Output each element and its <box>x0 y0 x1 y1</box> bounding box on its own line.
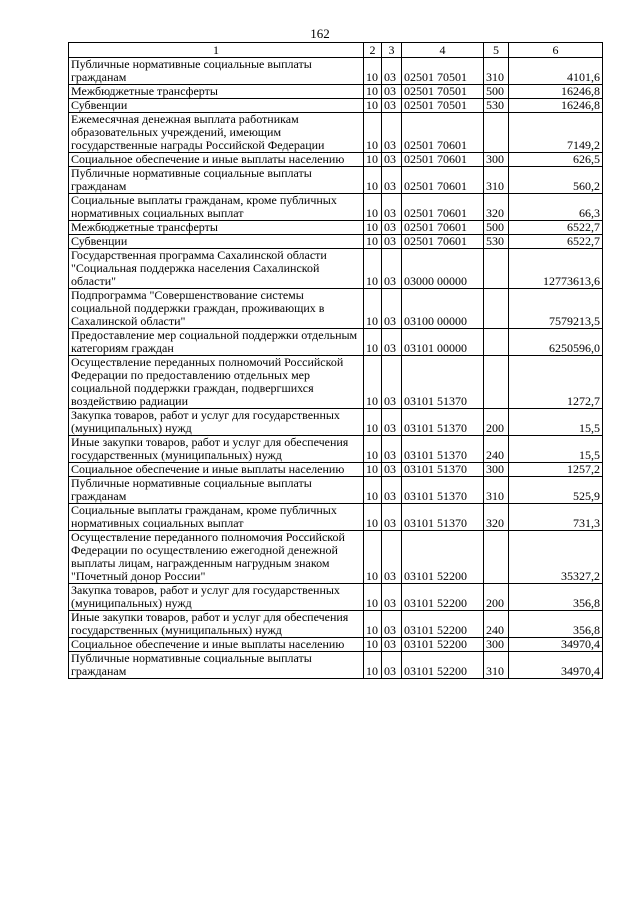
amount-cell: 356,8 <box>509 584 603 611</box>
amount-cell: 7149,2 <box>509 113 603 153</box>
expense-type-cell: 500 <box>484 85 509 99</box>
target-article-cell: 02501 70601 <box>402 113 484 153</box>
section-code-cell: 10 <box>364 409 382 436</box>
table-row <box>69 194 603 221</box>
section-code-cell: 10 <box>364 652 382 679</box>
budget-table <box>68 42 603 679</box>
table-row <box>69 221 603 235</box>
row-name-cell: Социальные выплаты гражданам, кроме публичных нормативных социальных выплат <box>69 504 364 531</box>
target-article-cell: 03101 51370 <box>402 477 484 504</box>
subsection-code-cell: 03 <box>382 504 402 531</box>
subsection-code-cell: 03 <box>382 221 402 235</box>
amount-cell: 66,3 <box>509 194 603 221</box>
amount-cell: 15,5 <box>509 409 603 436</box>
table-row <box>69 584 603 611</box>
amount-cell: 525,9 <box>509 477 603 504</box>
subsection-code-cell: 03 <box>382 99 402 113</box>
row-name-cell: Социальные выплаты гражданам, кроме публичных нормативных социальных выплат <box>69 194 364 221</box>
section-code-cell: 10 <box>364 638 382 652</box>
table-row <box>69 504 603 531</box>
expense-type-cell: 310 <box>484 477 509 504</box>
amount-cell: 16246,8 <box>509 99 603 113</box>
expense-type-cell: 240 <box>484 436 509 463</box>
subsection-code-cell: 03 <box>382 329 402 356</box>
table-row <box>69 167 603 194</box>
amount-cell: 6250596,0 <box>509 329 603 356</box>
amount-cell: 16246,8 <box>509 85 603 99</box>
table-row <box>69 531 603 584</box>
target-article-cell: 03101 52200 <box>402 638 484 652</box>
page-number: 162 <box>310 26 330 41</box>
table-row <box>69 113 603 153</box>
row-name-cell: Государственная программа Сахалинской области "Социальная поддержка населения Сахалинской области" <box>69 249 364 289</box>
table-row <box>69 249 603 289</box>
amount-cell: 12773613,6 <box>509 249 603 289</box>
table-row <box>69 235 603 249</box>
table-row <box>69 85 603 99</box>
table-row <box>69 409 603 436</box>
column-number: 1 <box>69 43 364 58</box>
column-number-row <box>69 43 603 58</box>
table-row <box>69 153 603 167</box>
expense-type-cell: 200 <box>484 584 509 611</box>
row-name-cell: Межбюджетные трансферты <box>69 85 364 99</box>
expense-type-cell <box>484 531 509 584</box>
expense-type-cell: 310 <box>484 652 509 679</box>
row-name-cell: Подпрограмма "Совершенствование системы социальной поддержки граждан, проживающих в Сахалинской области" <box>69 289 364 329</box>
row-name-cell: Осуществление переданных полномочий Российской Федерации по предоставлению отдельных мер социальной поддержки граждан, подвергшихся воздействию радиации <box>69 356 364 409</box>
row-name-cell: Социальное обеспечение и иные выплаты населению <box>69 153 364 167</box>
column-number: 5 <box>484 43 509 58</box>
section-code-cell: 10 <box>364 329 382 356</box>
table-row <box>69 611 603 638</box>
subsection-code-cell: 03 <box>382 194 402 221</box>
target-article-cell: 03101 51370 <box>402 436 484 463</box>
expense-type-cell <box>484 249 509 289</box>
amount-cell: 1257,2 <box>509 463 603 477</box>
table-row <box>69 463 603 477</box>
expense-type-cell <box>484 113 509 153</box>
target-article-cell: 03101 52200 <box>402 531 484 584</box>
table-row <box>69 58 603 85</box>
row-name-cell: Иные закупки товаров, работ и услуг для обеспечения государственных (муниципальных) нужд <box>69 611 364 638</box>
section-code-cell: 10 <box>364 235 382 249</box>
table-row <box>69 99 603 113</box>
row-name-cell: Предоставление мер социальной поддержки отдельным категориям граждан <box>69 329 364 356</box>
row-name-cell: Межбюджетные трансферты <box>69 221 364 235</box>
subsection-code-cell: 03 <box>382 611 402 638</box>
subsection-code-cell: 03 <box>382 584 402 611</box>
table-row <box>69 436 603 463</box>
section-code-cell: 10 <box>364 504 382 531</box>
column-number: 3 <box>382 43 402 58</box>
section-code-cell: 10 <box>364 463 382 477</box>
subsection-code-cell: 03 <box>382 477 402 504</box>
target-article-cell: 03101 51370 <box>402 409 484 436</box>
section-code-cell: 10 <box>364 99 382 113</box>
amount-cell: 35327,2 <box>509 531 603 584</box>
section-code-cell: 10 <box>364 194 382 221</box>
subsection-code-cell: 03 <box>382 652 402 679</box>
amount-cell: 6522,7 <box>509 221 603 235</box>
section-code-cell: 10 <box>364 113 382 153</box>
target-article-cell: 02501 70501 <box>402 85 484 99</box>
target-article-cell: 02501 70601 <box>402 235 484 249</box>
amount-cell: 4101,6 <box>509 58 603 85</box>
subsection-code-cell: 03 <box>382 167 402 194</box>
amount-cell: 731,3 <box>509 504 603 531</box>
subsection-code-cell: 03 <box>382 289 402 329</box>
expense-type-cell <box>484 356 509 409</box>
row-name-cell: Иные закупки товаров, работ и услуг для обеспечения государственных (муниципальных) нужд <box>69 436 364 463</box>
row-name-cell: Ежемесячная денежная выплата работникам образовательных учреждений, имеющим государственные награды Российской Федерации <box>69 113 364 153</box>
target-article-cell: 03101 52200 <box>402 611 484 638</box>
table-row <box>69 652 603 679</box>
row-name-cell: Социальное обеспечение и иные выплаты населению <box>69 463 364 477</box>
subsection-code-cell: 03 <box>382 235 402 249</box>
expense-type-cell: 500 <box>484 221 509 235</box>
column-number: 4 <box>402 43 484 58</box>
expense-type-cell: 320 <box>484 194 509 221</box>
expense-type-cell: 300 <box>484 153 509 167</box>
amount-cell: 15,5 <box>509 436 603 463</box>
target-article-cell: 03100 00000 <box>402 289 484 329</box>
table-row <box>69 329 603 356</box>
amount-cell: 1272,7 <box>509 356 603 409</box>
subsection-code-cell: 03 <box>382 113 402 153</box>
row-name-cell: Публичные нормативные социальные выплаты гражданам <box>69 652 364 679</box>
target-article-cell: 02501 70501 <box>402 58 484 85</box>
target-article-cell: 03101 00000 <box>402 329 484 356</box>
section-code-cell: 10 <box>364 167 382 194</box>
subsection-code-cell: 03 <box>382 409 402 436</box>
target-article-cell: 02501 70601 <box>402 153 484 167</box>
subsection-code-cell: 03 <box>382 638 402 652</box>
target-article-cell: 03101 51370 <box>402 463 484 477</box>
subsection-code-cell: 03 <box>382 58 402 85</box>
expense-type-cell: 200 <box>484 409 509 436</box>
amount-cell: 626,5 <box>509 153 603 167</box>
expense-type-cell: 530 <box>484 99 509 113</box>
amount-cell: 356,8 <box>509 611 603 638</box>
subsection-code-cell: 03 <box>382 436 402 463</box>
amount-cell: 560,2 <box>509 167 603 194</box>
target-article-cell: 03101 52200 <box>402 584 484 611</box>
section-code-cell: 10 <box>364 531 382 584</box>
section-code-cell: 10 <box>364 477 382 504</box>
target-article-cell: 03000 00000 <box>402 249 484 289</box>
table-row <box>69 638 603 652</box>
row-name-cell: Закупка товаров, работ и услуг для государственных (муниципальных) нужд <box>69 409 364 436</box>
section-code-cell: 10 <box>364 356 382 409</box>
expense-type-cell: 320 <box>484 504 509 531</box>
subsection-code-cell: 03 <box>382 85 402 99</box>
expense-type-cell: 300 <box>484 463 509 477</box>
subsection-code-cell: 03 <box>382 531 402 584</box>
row-name-cell: Публичные нормативные социальные выплаты гражданам <box>69 477 364 504</box>
section-code-cell: 10 <box>364 289 382 329</box>
section-code-cell: 10 <box>364 584 382 611</box>
target-article-cell: 03101 51370 <box>402 356 484 409</box>
table-row <box>69 477 603 504</box>
target-article-cell: 02501 70601 <box>402 194 484 221</box>
subsection-code-cell: 03 <box>382 249 402 289</box>
target-article-cell: 02501 70601 <box>402 167 484 194</box>
expense-type-cell: 300 <box>484 638 509 652</box>
target-article-cell: 03101 52200 <box>402 652 484 679</box>
column-number: 2 <box>364 43 382 58</box>
row-name-cell: Социальное обеспечение и иные выплаты населению <box>69 638 364 652</box>
expense-type-cell <box>484 289 509 329</box>
section-code-cell: 10 <box>364 85 382 99</box>
row-name-cell: Публичные нормативные социальные выплаты гражданам <box>69 58 364 85</box>
table-row <box>69 356 603 409</box>
row-name-cell: Закупка товаров, работ и услуг для государственных (муниципальных) нужд <box>69 584 364 611</box>
expense-type-cell <box>484 329 509 356</box>
subsection-code-cell: 03 <box>382 153 402 167</box>
row-name-cell: Субвенции <box>69 99 364 113</box>
section-code-cell: 10 <box>364 611 382 638</box>
row-name-cell: Публичные нормативные социальные выплаты гражданам <box>69 167 364 194</box>
section-code-cell: 10 <box>364 153 382 167</box>
target-article-cell: 02501 70501 <box>402 99 484 113</box>
amount-cell: 34970,4 <box>509 652 603 679</box>
table-row <box>69 289 603 329</box>
expense-type-cell: 530 <box>484 235 509 249</box>
target-article-cell: 03101 51370 <box>402 504 484 531</box>
expense-type-cell: 240 <box>484 611 509 638</box>
subsection-code-cell: 03 <box>382 356 402 409</box>
target-article-cell: 02501 70601 <box>402 221 484 235</box>
row-name-cell: Субвенции <box>69 235 364 249</box>
section-code-cell: 10 <box>364 221 382 235</box>
amount-cell: 6522,7 <box>509 235 603 249</box>
section-code-cell: 10 <box>364 436 382 463</box>
column-number: 6 <box>509 43 603 58</box>
amount-cell: 34970,4 <box>509 638 603 652</box>
expense-type-cell: 310 <box>484 58 509 85</box>
amount-cell: 7579213,5 <box>509 289 603 329</box>
section-code-cell: 10 <box>364 58 382 85</box>
table-body <box>69 58 603 679</box>
row-name-cell: Осуществление переданного полномочия Российской Федерации по осуществлению ежегодной денежной выплаты лицам, награжденным нагрудным знаком "Почетный донор России" <box>69 531 364 584</box>
subsection-code-cell: 03 <box>382 463 402 477</box>
expense-type-cell: 310 <box>484 167 509 194</box>
section-code-cell: 10 <box>364 249 382 289</box>
